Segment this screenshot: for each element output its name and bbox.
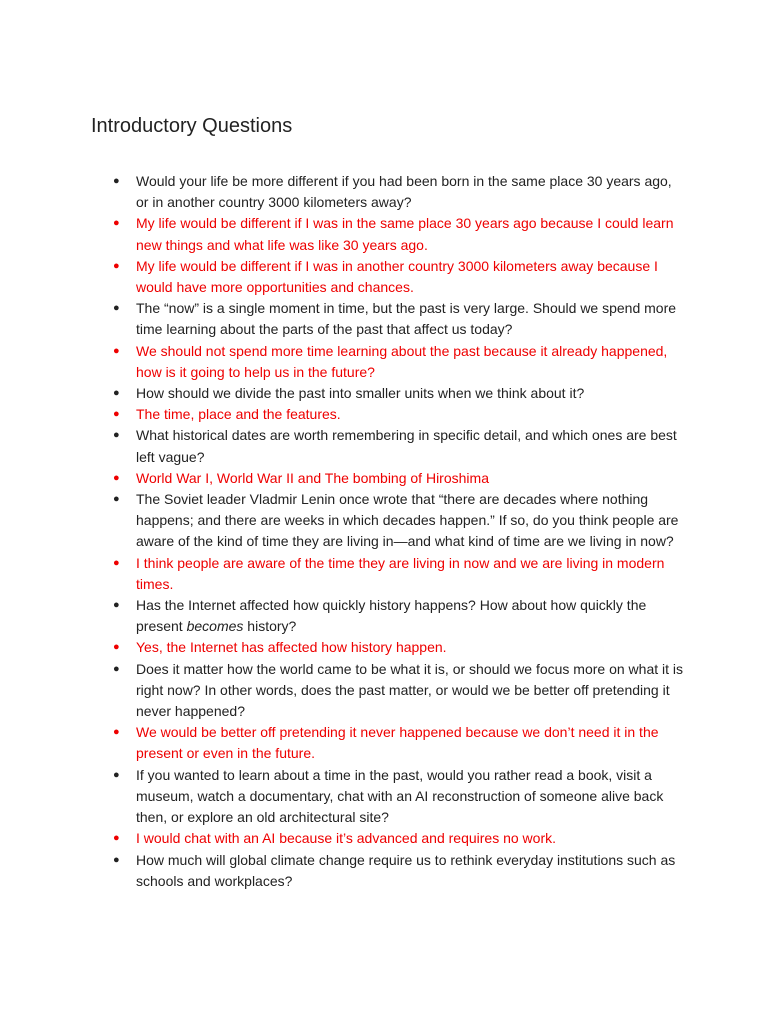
bullet-icon: ● [113, 302, 120, 315]
answer-text: Yes, the Internet has affected how history happen. [136, 639, 447, 656]
list-item-answer [0, 828, 768, 849]
question-text: What historical dates are worth remembering in specific detail, and which ones are best left vague? [136, 427, 677, 465]
question-text-start: Has the Internet affected how quickly history happens? How about how quickly the present [136, 597, 647, 635]
bullet-icon: ● [113, 493, 120, 506]
bullet-icon: ● [113, 556, 120, 569]
list-item-answer [0, 637, 768, 658]
answer-text: World War I, World War II and The bombing of Hiroshima [136, 469, 489, 486]
question-text: If you wanted to learn about a time in the past, would you rather read a book, visit a museum, watch a documentary, chat with an AI reconstruction of someone alive back then, or explore an old architectural site? [136, 766, 664, 826]
page-title: Introductory Questions [91, 115, 293, 137]
bullet-icon: ● [113, 471, 120, 484]
answer-text: We would be better off pretending it never happened because we don’t need it in the present or even in the future. [136, 724, 659, 762]
answer-text: The time, place and the features. [136, 406, 341, 423]
answer-text: My life would be different if I was in another country 3000 kilometers away because I would have more opportunities and chances. [136, 257, 658, 296]
answer-text: My life would be different if I was in the same place 30 years ago because I could learn new things and what life was like 30 years ago. [136, 215, 674, 253]
answer-text: I think people are aware of the time they are living in now and we are living in modern times. [136, 554, 665, 592]
bullet-icon: ● [113, 259, 120, 272]
list-item-question [0, 383, 768, 404]
list-item-answer [0, 404, 768, 425]
question-text: The “now” is a single moment in time, but the past is very large. Should we spend more time learning about the parts of the past that affect us today? [136, 300, 677, 338]
question-text-end: history? [243, 618, 297, 635]
bullet-icon: ● [113, 387, 120, 400]
list-item-answer [0, 213, 768, 255]
bullet-icon: ● [113, 217, 120, 230]
bullet-icon: ● [113, 175, 120, 187]
question-text: How much will global climate change require us to rethink everyday institutions such as schools and workplaces? [136, 851, 676, 889]
answer-text: I would chat with an AI because it’s advanced and requires no work. [136, 830, 556, 847]
question-text: The Soviet leader Vladmir Lenin once wrote that “there are decades where nothing happens; and there are weeks in which decades happen.” If so, do you think people are aware of the kind of time they are living in—and what kind of time are we living in now? [136, 491, 679, 550]
list-item-answer [0, 341, 768, 383]
list-item-question [0, 171, 768, 213]
bullet-icon: ● [113, 408, 120, 421]
answer-text: We should not spend more time learning about the past because it already happened, how is it going to help us in the future? [136, 342, 668, 380]
bullet-icon: ● [113, 853, 120, 866]
question-text [136, 597, 646, 634]
list-item-answer [0, 553, 768, 595]
list-item-question [0, 850, 768, 892]
question-text: Would your life be more different if you had been born in the same place 30 years ago, or in another country 3000 kilometers away? [136, 173, 672, 211]
list-item-question [0, 659, 768, 723]
list-item-answer [0, 468, 768, 489]
question-text: How should we divide the past into smaller units when we think about it? [136, 385, 585, 402]
bullet-icon: ● [113, 429, 120, 442]
bullet-icon: ● [113, 344, 120, 357]
list-item-answer [0, 256, 768, 298]
list-item-question [0, 765, 768, 829]
bullet-icon: ● [113, 832, 120, 845]
question-text: Does it matter how the world came to be what it is, or should we focus more on what it is right now? In other words, does the past matter, or would we be better off pretending it never happened? [136, 660, 684, 720]
bullet-icon: ● [113, 662, 120, 675]
list-item-question [0, 425, 768, 467]
bullet-icon: ● [113, 641, 120, 654]
list-item-answer [0, 722, 768, 764]
bullet-icon: ● [113, 599, 120, 612]
list-item-question [0, 298, 768, 340]
emphasized-word: becomes [186, 618, 244, 635]
list-item-question [0, 595, 768, 637]
question-list [0, 171, 768, 892]
list-item-question [0, 489, 768, 553]
bullet-icon: ● [113, 726, 120, 739]
bullet-icon: ● [113, 768, 120, 781]
